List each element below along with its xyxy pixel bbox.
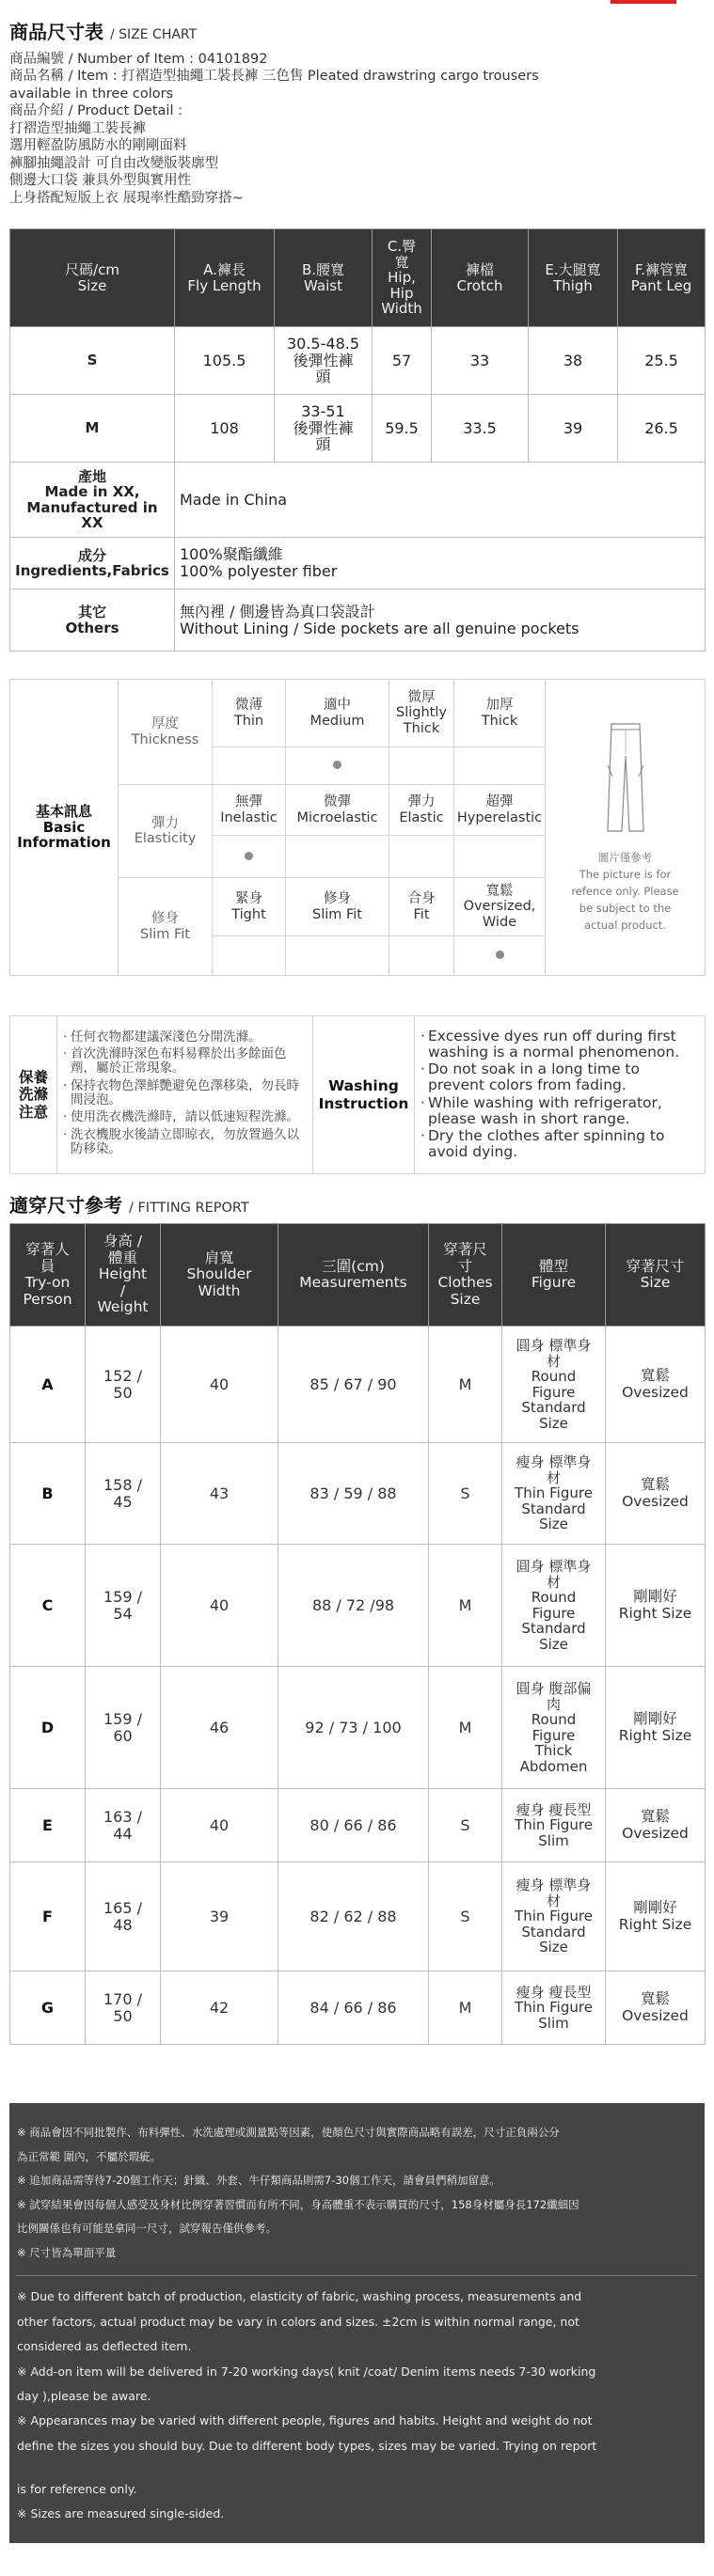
col-header: F.褲管寬 Pant Leg (618, 229, 706, 327)
selected-dot-icon (245, 852, 253, 860)
note-line: ※ 試穿結果會因每個人感受及身材比例穿著習慣而有所不同，身高體重不表示購買的尺寸，158身材屬身長172纖細因 (17, 2197, 579, 2211)
marker-cell (286, 936, 389, 976)
marker-cell (213, 836, 286, 878)
person-cell: A (10, 1327, 86, 1443)
crotch-cell: 33 (432, 327, 529, 395)
washing-table (9, 1015, 706, 1174)
col-header: 體型 Figure (502, 1224, 606, 1327)
title-zh: 商品尺寸表 (9, 21, 103, 43)
fitting-row (10, 1789, 706, 1862)
fit-label: 修身 Slim Fit (119, 878, 213, 976)
size-cell: M (10, 395, 175, 463)
washing-label-zh: 保養 洗滌 注意 (10, 1016, 57, 1174)
note-line: considered as deflected item. (17, 2339, 192, 2354)
washing-zh-item: · 使用洗衣機洗滌時，請以低速短程洗滌。 (63, 1110, 307, 1124)
fitting-table (9, 1223, 706, 2045)
size-row (10, 327, 706, 395)
measurements-cell: 82 / 62 / 88 (278, 1862, 429, 1971)
fly-length-cell: 108 (175, 395, 275, 463)
marker-cell (454, 936, 546, 976)
fit-option: 緊身 Tight (213, 878, 286, 936)
info-line: 商品名稱 / Item : 打褶造型抽繩工裝長褲 三色售 Pleated drawstring cargo trousers (9, 69, 539, 85)
notes-divider (17, 2275, 697, 2276)
thickness-option: 微薄 Thin (213, 680, 286, 747)
col-header: 肩寬 Shoulder Width (161, 1224, 278, 1327)
clothes-size-cell: M (429, 1971, 502, 2045)
fabric-label: 成分 Ingredients,Fabrics (10, 538, 175, 589)
note-line: ※ Appearances may be varied with different people, figures and habits. Height and weight do not (17, 2413, 593, 2428)
size-header-row (10, 229, 706, 327)
note-line: 為正常範 圍內，不屬於瑕疵。 (17, 2149, 162, 2163)
fitting-header-row (10, 1224, 706, 1327)
wear-size-cell: 寬鬆 Ovesized (606, 1327, 706, 1443)
wear-size-cell: 寬鬆 Ovesized (606, 1789, 706, 1862)
note-line: is for reference only. (17, 2482, 137, 2496)
fit-option: 合身 Fit (389, 878, 454, 936)
height-weight-cell: 165 / 48 (86, 1862, 161, 1971)
note-line: ※ Sizes are measured single-sided. (17, 2506, 225, 2521)
clothes-size-cell: M (429, 1327, 502, 1443)
col-header: 穿著人 員 Try-on Person (10, 1224, 86, 1327)
col-header: E.大腿寬 Thigh (529, 229, 618, 327)
col-header: 褲檔 Crotch (432, 229, 529, 327)
selected-dot-icon (333, 761, 341, 769)
note-line: day ),please be aware. (17, 2388, 151, 2403)
origin-row (10, 463, 706, 538)
info-line: 側邊大口袋 兼具外型與實用性 (9, 173, 192, 189)
col-header: 身高 / 體重 Height / Weight (86, 1224, 161, 1327)
figure-cell: 瘦身 標準身 材 Thin Figure Standard Size (502, 1862, 606, 1971)
origin-label: 產地 Made in XX, Manufactured in XX (10, 463, 175, 538)
elasticity-option: 無彈 Inelastic (213, 785, 286, 836)
note-line: ※ 追加商品需等待7-20個工作天；針織、外套、牛仔類商品則需7-30個工作天，請會員們稍加留意。 (17, 2174, 500, 2188)
measurements-cell: 85 / 67 / 90 (278, 1327, 429, 1443)
figure-cell: 圓身 腹部偏 肉 Round Figure Thick Abdomen (502, 1667, 606, 1789)
elasticity-label: 彈力 Elasticity (119, 785, 213, 878)
elasticity-option: 微彈 Microelastic (286, 785, 389, 836)
washing-zh-item: · 任何衣物都建議深淺色分開洗滌。 (63, 1030, 307, 1045)
crotch-cell: 33.5 (432, 395, 529, 463)
measurements-cell: 92 / 73 / 100 (278, 1667, 429, 1789)
wear-size-cell: 寬鬆 Ovesized (606, 1443, 706, 1545)
shoulder-cell: 40 (161, 1789, 278, 1862)
notes-gap (17, 2459, 697, 2478)
washing-zh-item: · 首次洗滌時深色布料易釋於出多餘面色劑，屬於正常現象。 (63, 1047, 307, 1076)
measurements-cell: 84 / 66 / 86 (278, 1971, 429, 2045)
notes-zh (17, 2122, 697, 2264)
wear-size-cell: 剛剛好 Right Size (606, 1862, 706, 1971)
shoulder-cell: 39 (161, 1862, 278, 1971)
size-chart-title (0, 0, 714, 45)
info-line: 選用輕盈防風防水的剛剛面料 (9, 138, 187, 154)
marker-cell (213, 747, 286, 785)
clothes-size-cell: S (429, 1862, 502, 1971)
info-line: 商品編號 / Number of Item : 04101892 (9, 51, 268, 67)
thickness-option: 適中 Medium (286, 680, 389, 747)
washing-en-item: · While washing with refrigerator, please wash in short range. (420, 1095, 699, 1127)
clothes-size-cell: M (429, 1545, 502, 1667)
marker-cell (389, 936, 454, 976)
origin-value: Made in China (175, 463, 706, 538)
info-line: available in three colors (9, 86, 174, 102)
clothes-size-cell: S (429, 1789, 502, 1862)
person-cell: E (10, 1789, 86, 1862)
note-line: 比例關係也有可能是拿同一尺寸，試穿報告僅供參考。 (17, 2222, 277, 2236)
person-cell: D (10, 1667, 86, 1789)
pant-leg-cell: 25.5 (618, 327, 706, 395)
clothes-size-cell: M (429, 1667, 502, 1789)
thickness-label: 厚度 Thickness (119, 680, 213, 785)
washing-label-en: Washing Instruction (313, 1016, 415, 1174)
elasticity-option: 彈力 Elastic (389, 785, 454, 836)
fitting-title-en: / FITTING REPORT (128, 1201, 249, 1216)
person-cell: B (10, 1443, 86, 1545)
product-info (0, 45, 714, 208)
figure-cell: 圓身 標準身 材 Round Figure Standard Size (502, 1327, 606, 1443)
info-line: 商品介紹 / Product Detail : (9, 103, 182, 119)
measurements-cell: 88 / 72 /98 (278, 1545, 429, 1667)
basic-info-label: 基本訊息 Basic Information (10, 680, 119, 976)
hip-cell: 59.5 (373, 395, 432, 463)
wear-size-cell: 寬鬆 Ovesized (606, 1971, 706, 2045)
notes-panel (9, 2103, 705, 2543)
note-line: ※ 商品會因不同批製作、布料彈性、水洗處理或測量點等因素，使顏色尺寸與實際商品略有誤差，尺寸正負兩公分 (17, 2126, 560, 2139)
height-weight-cell: 159 / 60 (86, 1667, 161, 1789)
figure-cell: 圓身 標準身 材 Round Figure Standard Size (502, 1545, 606, 1667)
shoulder-cell: 40 (161, 1545, 278, 1667)
thickness-option: 加厚 Thick (454, 680, 546, 747)
figure-cell: 瘦身 瘦長型 Thin Figure Slim (502, 1789, 606, 1862)
waist-cell: 33-51 後彈性褲 頭 (275, 395, 373, 463)
shoulder-cell: 43 (161, 1443, 278, 1545)
marker-cell (389, 836, 454, 878)
fitting-row (10, 1667, 706, 1789)
washing-en-list (415, 1016, 706, 1174)
height-weight-cell: 152 / 50 (86, 1327, 161, 1443)
shoulder-cell: 40 (161, 1327, 278, 1443)
fabric-value: 100%聚酯纖維 100% polyester fiber (175, 538, 706, 589)
figure-cell: 瘦身 瘦長型 Thin Figure Slim (502, 1971, 606, 2045)
fit-option: 寬鬆 Oversized, Wide (454, 878, 546, 936)
fitting-rows (10, 1327, 706, 2045)
pant-leg-cell: 26.5 (618, 395, 706, 463)
size-table (9, 228, 706, 652)
fit-option: 修身 Slim Fit (286, 878, 389, 936)
note-line: ※ 尺寸皆為單面平量 (17, 2245, 117, 2259)
thickness-option: 微厚 Slightly Thick (389, 680, 454, 747)
fitting-title-zh: 適穿尺寸參考 (9, 1194, 122, 1217)
clothes-size-cell: S (429, 1443, 502, 1545)
accent-bar (611, 0, 676, 4)
others-label: 其它 Others (10, 589, 175, 652)
wear-size-cell: 剛剛好 Right Size (606, 1545, 706, 1667)
thigh-cell: 39 (529, 395, 618, 463)
marker-cell (286, 747, 389, 785)
washing-zh-list (57, 1016, 313, 1174)
col-header: C.臀 寬 Hip, Hip Width (373, 229, 432, 327)
marker-cell (389, 747, 454, 785)
shoulder-cell: 42 (161, 1971, 278, 2045)
title-en: / SIZE CHART (109, 27, 198, 42)
measurements-cell: 83 / 59 / 88 (278, 1443, 429, 1545)
col-header: 穿著尺寸 Size (606, 1224, 706, 1327)
figure-cell: 瘦身 標準身 材 Thin Figure Standard Size (502, 1443, 606, 1545)
basic-info-table (9, 679, 706, 976)
size-row (10, 395, 706, 463)
fitting-row (10, 1971, 706, 2045)
washing-zh-item: · 洗衣機脫水後請立即晾衣，勿放置過久以防移染。 (63, 1128, 307, 1157)
others-value: 無內裡 / 側邊皆為真口袋設計 Without Lining / Side pockets are all genuine pockets (175, 589, 706, 652)
fabric-row (10, 538, 706, 589)
col-header: B.腰寬 Waist (275, 229, 373, 327)
fitting-row (10, 1327, 706, 1443)
washing-en-item: · Excessive dyes run off during first washing is a normal phenomenon. (420, 1029, 699, 1060)
note-line: other factors, actual product may be vary in colors and sizes. ±2cm is within normal range, not (17, 2314, 579, 2329)
person-cell: G (10, 1971, 86, 2045)
info-line: 打褶造型抽繩工裝長褲 (9, 120, 146, 136)
shoulder-cell: 46 (161, 1667, 278, 1789)
fitting-row (10, 1443, 706, 1545)
note-line: define the sizes you should buy. Due to different body types, sizes may be varied. Trying on report (17, 2438, 597, 2453)
height-weight-cell: 159 / 54 (86, 1545, 161, 1667)
measurements-cell: 80 / 66 / 86 (278, 1789, 429, 1862)
marker-cell (454, 747, 546, 785)
fitting-row (10, 1545, 706, 1667)
marker-cell (454, 836, 546, 878)
fly-length-cell: 105.5 (175, 327, 275, 395)
col-header: A.褲長 Fly Length (175, 229, 275, 327)
washing-en-item: · Dry the clothes after spinning to avoid dying. (420, 1128, 699, 1160)
col-header: 穿著尺 寸 Clothes Size (429, 1224, 502, 1327)
hip-cell: 57 (373, 327, 432, 395)
wear-size-cell: 剛剛好 Right Size (606, 1667, 706, 1789)
note-line: ※ Due to different batch of production, elasticity of fabric, washing process, measurements and (17, 2289, 582, 2304)
note-line: ※ Add-on item will be delivered in 7-20 working days( knit /coat/ Denim items needs 7-30 working (17, 2364, 596, 2379)
reference-panel (546, 680, 706, 976)
reference-note: 圖片僅參考 The picture is for refence only. Please be subject to the actual product. (571, 851, 679, 932)
person-cell: C (10, 1545, 86, 1667)
col-header: 尺碼/cm Size (10, 229, 175, 327)
marker-cell (213, 936, 286, 976)
marker-cell (286, 836, 389, 878)
notes-en (17, 2285, 697, 2525)
height-weight-cell: 170 / 50 (86, 1971, 161, 2045)
elasticity-option: 超彈 Hyperelastic (454, 785, 546, 836)
thigh-cell: 38 (529, 327, 618, 395)
waist-cell: 30.5-48.5 後彈性褲 頭 (275, 327, 373, 395)
col-header: 三圍(cm) Measurements (278, 1224, 429, 1327)
fitting-row (10, 1862, 706, 1971)
washing-zh-item: · 保持衣物色澤鮮艷避免色澤移染，勿長時間浸泡。 (63, 1079, 307, 1108)
fitting-title (9, 1194, 249, 1218)
info-line: 褲腳抽繩設計 可自由改變版裝廓型 (9, 155, 219, 171)
size-cell: S (10, 327, 175, 395)
person-cell: F (10, 1862, 86, 1971)
height-weight-cell: 163 / 44 (86, 1789, 161, 1862)
washing-en-item: · Do not soak in a long time to prevent colors from fading. (420, 1061, 699, 1093)
selected-dot-icon (496, 950, 504, 959)
others-row (10, 589, 706, 652)
height-weight-cell: 158 / 45 (86, 1443, 161, 1545)
pants-sketch-icon (600, 720, 651, 833)
info-line: 上身搭配短版上衣 展現率性酷勁穿搭~ (9, 190, 244, 206)
